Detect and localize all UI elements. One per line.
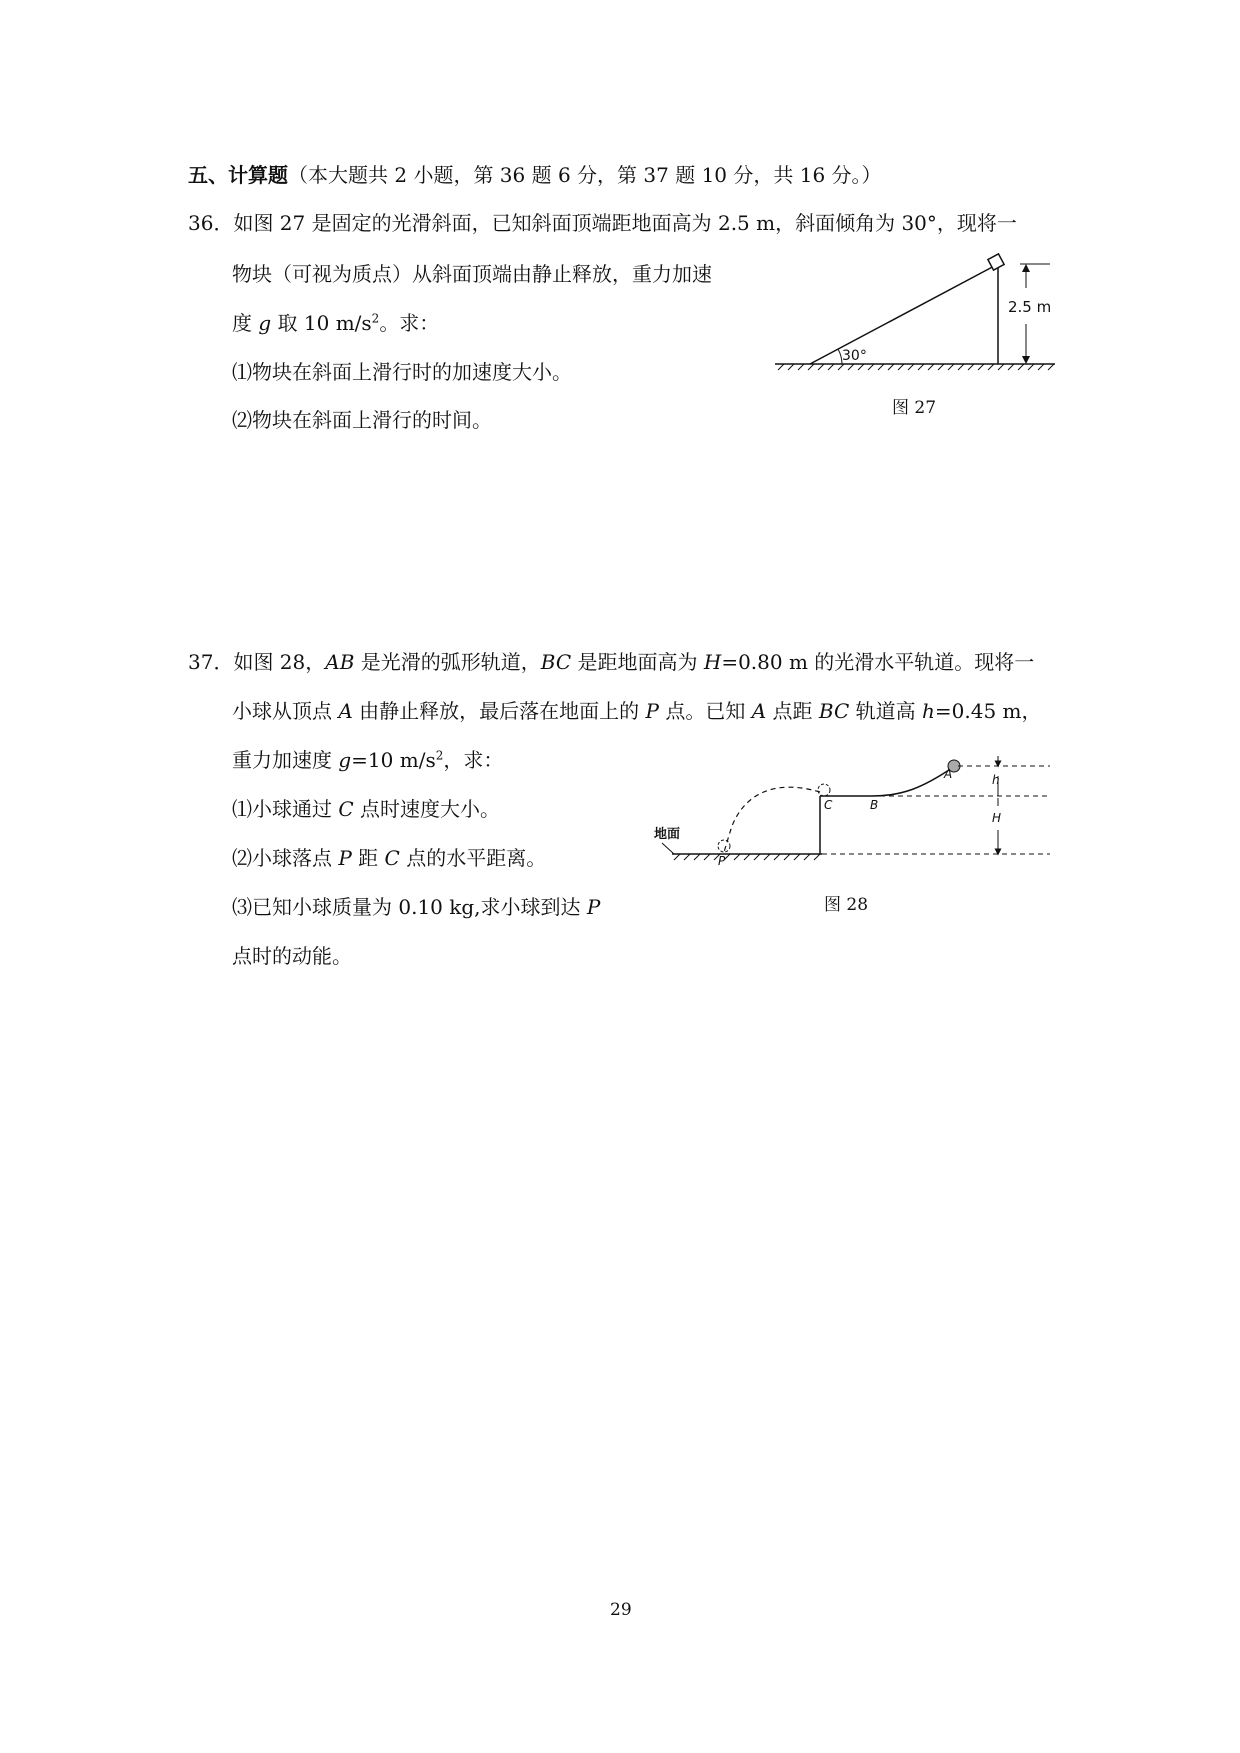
q37-text: ，求： [443,748,504,772]
q37-subquestion-1 [232,795,500,823]
q37-superscript: 2 [435,748,444,763]
section-title: 五、计算题 [188,163,288,187]
q37-text: ⑶已知小球质量为 0.10 kg,求小球到达 [232,895,587,919]
q37-var-BC: BC [818,699,850,723]
q37-var-A: A [338,699,353,723]
q36-text: 取 10 m/s [271,311,372,335]
angle-label: 30° [842,348,867,364]
label-c: C [824,798,833,812]
section-heading [188,161,882,189]
q37-text: 是距地面高为 [571,650,704,674]
q36-text: 度 [232,311,259,335]
q36-text: 。求： [379,311,440,335]
track-ab-arc [872,768,952,796]
q36-subquestion-2: ⑵物块在斜面上滑行的时间。 [232,408,492,432]
q37-text: 小球从顶点 [232,699,339,723]
q37-var-AB: AB [325,650,355,674]
q37-var-C: C [338,797,354,821]
figure-28-caption: 图 28 [824,895,869,915]
q37-line-1 [188,648,1034,676]
ground-hatching [778,364,1054,370]
q37-var-P: P [586,895,601,919]
q37-text: 点。已知 [659,699,752,723]
q37-text: ⑴小球通过 [232,797,339,821]
label-h: h [992,773,1000,787]
figure-27-caption: 图 27 [892,398,937,418]
q37-text: 由静止释放，最后落在地面上的 [352,699,646,723]
q37-var-P: P [645,699,659,723]
label-b: B [870,798,879,812]
q37-line-2 [232,697,1042,725]
q37-var-h: h [921,699,935,723]
label-p: P [718,854,726,868]
ball-at-c-dashed [818,784,830,796]
page-number: 29 [610,1600,632,1620]
q37-var-g: g [338,748,352,772]
q37-text: 重力加速度 [232,748,339,772]
height-label: 2.5 m [1008,298,1052,316]
q36-subquestion-1: ⑴物块在斜面上滑行时的加速度大小。 [232,360,572,384]
ground-label-pointer [662,843,674,854]
q37-text: =0.45 m， [934,699,1042,723]
q37-text: =0.80 m 的光滑水平轨道。现将一 [721,650,1035,674]
q37-subquestion-3 [232,893,600,921]
q37-text: 点时速度大小。 [353,797,501,821]
trajectory-dashed [724,787,820,852]
q37-subquestion-2 [232,844,546,872]
q37-text: 是光滑的弧形轨道， [354,650,541,674]
q37-var-H: H [703,650,722,674]
q36-line-1: 36．如图 27 是固定的光滑斜面，已知斜面顶端距地面高为 2.5 m，斜面倾角为 30°，现将一 [188,211,1017,235]
q37-text: ⑵小球落点 [232,846,339,870]
q36-line-3 [232,309,439,337]
q37-var-BC: BC [540,650,572,674]
label-H: H [992,811,1002,825]
label-a: A [944,767,953,781]
q37-subquestion-3-continued: 点时的动能。 [232,944,352,968]
ground-hatching [674,854,820,860]
q37-text: 37．如图 28， [188,650,326,674]
q37-line-3 [232,746,503,774]
figure-28-track-diagram [652,756,1052,871]
q37-text: 点的水平距离。 [399,846,547,870]
q37-var-P: P [338,846,352,870]
q36-superscript: 2 [371,311,380,326]
q37-var-C: C [384,846,400,870]
q36-line-2: 物块（可视为质点）从斜面顶端由静止释放，重力加速 [232,262,712,286]
q37-var-A: A [751,699,767,723]
q37-text: =10 m/s [351,748,436,772]
section-note: （本大题共 2 小题，第 36 题 6 分，第 37 题 10 分，共 16 分。） [288,163,882,187]
q37-text: 距 [351,846,385,870]
q37-text: 点距 [766,699,819,723]
ground-label: 地面 [654,827,681,842]
figure-27-incline-diagram [770,252,1070,372]
q37-text: 轨道高 [849,699,922,723]
q36-var-g: g [258,311,272,335]
